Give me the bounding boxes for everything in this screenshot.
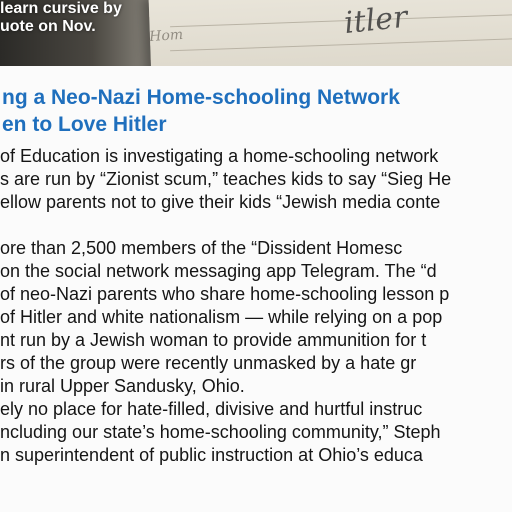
body-line: on the social network messaging app Telegram. The “d: [0, 261, 437, 281]
body-line: of Hitler and white nationalism — while relying on a pop: [0, 307, 443, 327]
body-line: nt run by a Jewish woman to provide ammunition for t: [0, 330, 427, 350]
body-line: of Education is investigating a home-schooling network: [0, 146, 439, 166]
body-line: ellow parents not to give their kids “Jewish media conte: [0, 192, 441, 212]
body-line: ore than 2,500 members of the “Dissident Homesc: [0, 238, 403, 258]
body-line: of neo-Nazi parents who share home-schooling lesson p: [0, 284, 450, 304]
faint-handwriting-text: Hom: [148, 26, 184, 46]
caption-line: uote on Nov.: [0, 18, 96, 35]
handwriting-text: itler: [342, 0, 410, 42]
headline-line: en to Love Hitler: [2, 113, 167, 136]
header-photo: [0, 0, 512, 66]
body-line: in rural Upper Sandusky, Ohio.: [0, 376, 245, 396]
body-line: rs of the group were recently unmasked by a hate gr: [0, 353, 417, 373]
body-line: ncluding our state’s home-schooling community,” Steph: [0, 422, 441, 442]
body-line: n superintendent of public instruction at Ohio’s educa: [0, 445, 423, 465]
body-line: s are run by “Zionist scum,” teaches kids to say “Sieg He: [0, 169, 452, 189]
photo-caption: [0, 0, 160, 36]
article-headline: [2, 84, 512, 138]
body-line: ely no place for hate-filled, divisive and hurtful instruc: [0, 399, 423, 419]
article-body: [0, 145, 512, 467]
caption-line: learn cursive by: [0, 0, 122, 17]
headline-line: ng a Neo-Nazi Home-schooling Network: [2, 86, 400, 109]
paragraph-gap: [0, 214, 512, 237]
